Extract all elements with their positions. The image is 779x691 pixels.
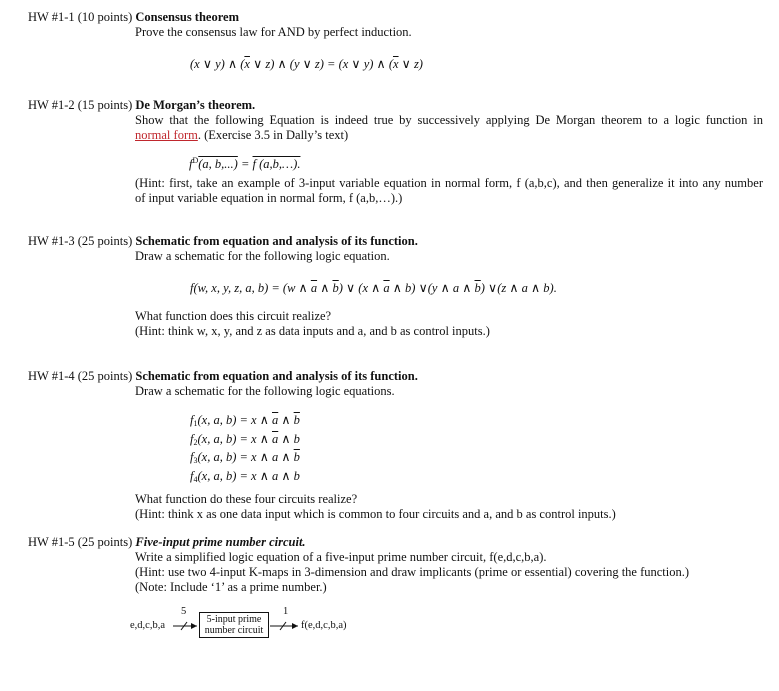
hw2-hint-line2: of input variable equation in normal form, f (a,b,…).): [135, 191, 403, 205]
hw2-instruction-line1: Show that the following Equation is indeed true by successively applying De Morgan theorem to a logic function in: [135, 113, 763, 127]
prime-circuit-block-line1: 5-input prime: [206, 614, 262, 625]
hw1-title: Consensus theorem: [135, 10, 240, 24]
hw2-equation: $f^D(a$, b,...) = f (a,b,…).: [189, 156, 301, 171]
hw4-instruction: Draw a schematic for the following logic equations.: [135, 384, 395, 398]
diagram-output-label: f(e,d,c,b,a): [301, 620, 347, 631]
hw2-title: De Morgan’s theorem.: [135, 98, 256, 112]
hw4-eq-f3: $f_3(x$, a, b) = x ∧ a ∧ $\overline{b}$: [190, 450, 300, 465]
hw1-instruction: Prove the consensus law for AND by perfect induction.: [135, 25, 412, 39]
hw3-label: HW #1-3 (25 points): [28, 234, 133, 248]
hw3-instruction: Draw a schematic for the following logic equation.: [135, 249, 390, 263]
prime-circuit-block: [199, 612, 269, 638]
hw5-title: Five-input prime number circuit.: [135, 535, 306, 549]
hw3-hint: (Hint: think w, x, y, and z as data inputs and a, and b as control inputs.): [135, 324, 490, 338]
hw4-eq-f4: $f_4(x$, a, b) = x ∧ a ∧ b: [190, 468, 300, 484]
hw2-label: HW #1-2 (15 points): [28, 98, 133, 112]
diagram-input-bus-width: 5: [181, 606, 187, 617]
prime-circuit-block-line2: number circuit: [204, 625, 264, 636]
hw3-equation: f(w, x, y, z, a, b) = (w ∧ $\overline{a}$ ∧ $\overline{b}$) ∨ (x ∧ $\overline{a}$ ∧ b) ∨(y ∧ a ∧ $\overline{b}$) ∨(z ∧ a ∧ b).: [190, 281, 557, 295]
hw2-instruction-line2: normal form. (Exercise 3.5 in Dally’s text): [135, 128, 349, 142]
hw1-label: HW #1-1 (10 points): [28, 10, 133, 24]
normal-form-link[interactable]: normal form: [135, 128, 198, 142]
hw4-eq-f2: $f_2(x$, a, b) = x ∧ $\overline{a}$ ∧ b: [190, 431, 300, 447]
output-arrowhead: [292, 623, 298, 629]
diagram-input-label: e,d,c,b,a: [130, 620, 165, 631]
hw5-label: HW #1-5 (25 points): [28, 535, 133, 549]
hw5-hint: (Hint: use two 4-input K-maps in 3-dimension and draw implicants (prime or essential) covering the function.): [135, 565, 690, 579]
hw5-note: (Note: Include ‘1’ as a prime number.): [135, 580, 327, 594]
hw4-eq-f1: $f_1(x$, a, b) = x ∧ $\overline{a}$ ∧ $\overline{b}$: [190, 413, 300, 428]
input-arrowhead: [191, 623, 197, 629]
hw4-label: HW #1-4 (25 points): [28, 369, 133, 383]
hw4-hint: (Hint: think x as one data input which is common to four circuits and a, and b as control inputs.): [135, 507, 616, 521]
hw4-title: Schematic from equation and analysis of its function.: [135, 369, 418, 383]
hw4-question: What function do these four circuits realize?: [135, 492, 358, 506]
hw3-title: Schematic from equation and analysis of its function.: [135, 234, 418, 248]
hw2-hint-line1: (Hint: first, take an example of 3-input variable equation in normal form, f (a,b,c), and then generalize it into any number: [135, 176, 763, 190]
diagram-output-bus-width: 1: [283, 606, 289, 617]
hw1-equation: (x ∨ y) ∧ ($\overline{x}$ ∨ z) ∧ (y ∨ z) = (x ∨ y) ∧ ($\overline{x}$ ∨ z): [190, 57, 423, 71]
hw5-instruction: Write a simplified logic equation of a five-input prime number circuit, f(e,d,c,b,a).: [135, 550, 547, 564]
hw3-question: What function does this circuit realize?: [135, 309, 332, 323]
